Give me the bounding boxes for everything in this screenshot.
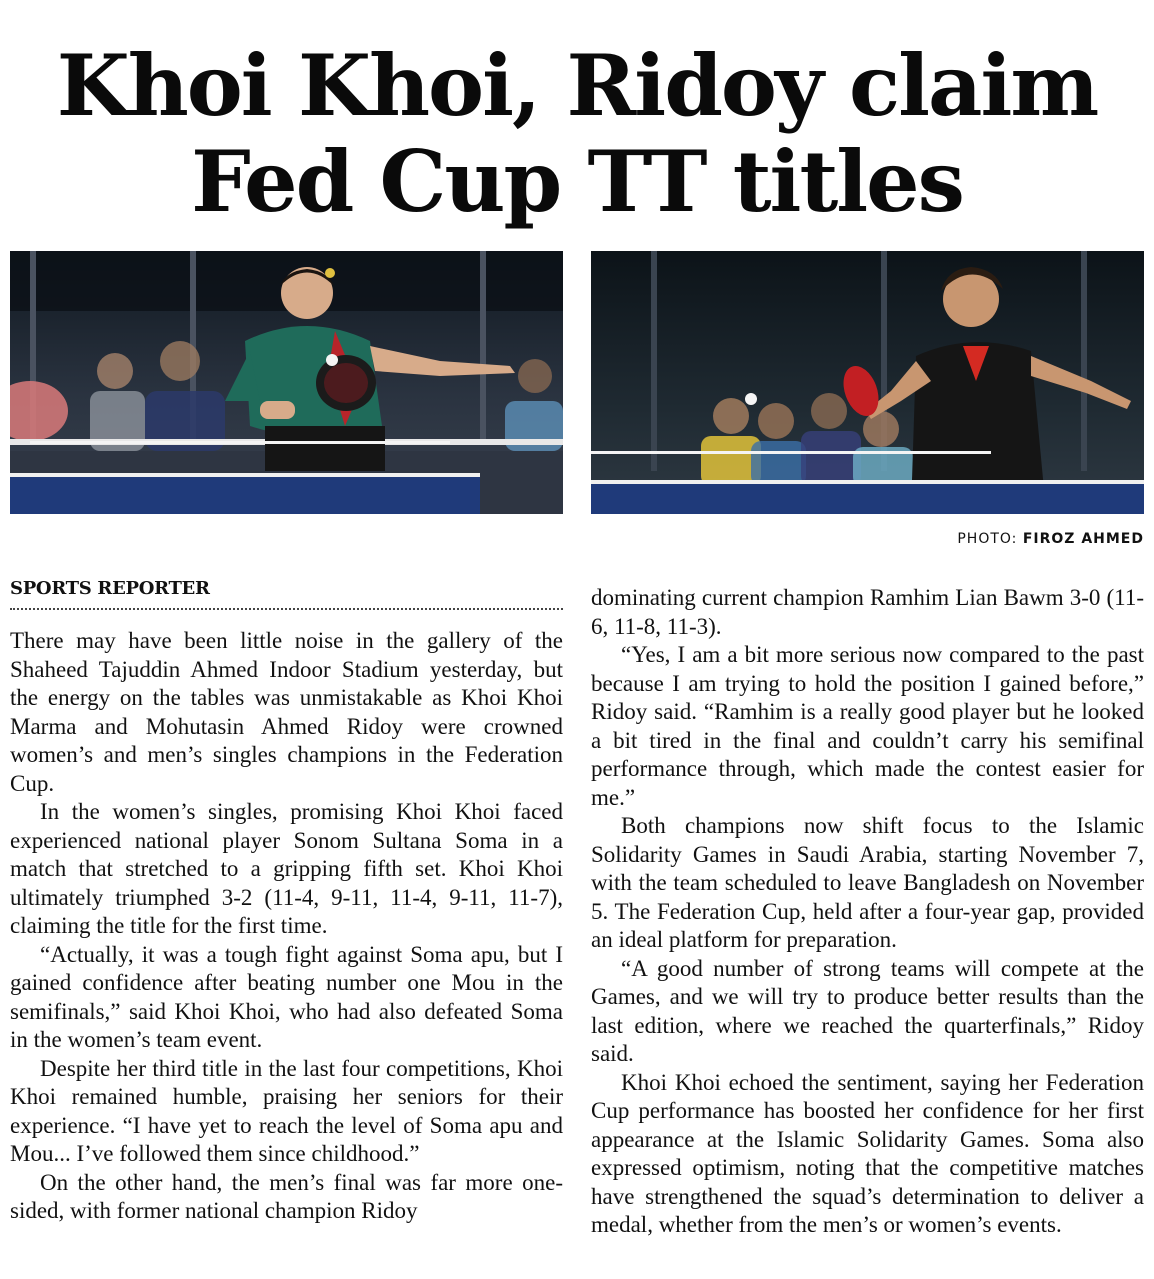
paragraph: “Actually, it was a tough fight against Soma apu, but I gained confidence after beating number one Mou in the semifinals,” said Khoi Khoi, who had also defeated Soma in the women’s team event. — [10, 941, 563, 1052]
photo-female-player — [10, 251, 563, 514]
article-column-right — [591, 584, 1144, 1240]
paragraph: “Yes, I am a bit more serious now compared to the past because I am trying to hold the position I gained before,” Ridoy said. “Ramhim is a really good player but he looked a bit tired in the final and couldn’t carry his semifinal performance through, which made the contest easier for me.” — [591, 642, 1144, 810]
photo-credit-label: PHOTO: — [957, 531, 1018, 547]
paragraph: “A good number of strong teams will compete at the Games, and we will try to produce better results than the last edition, where we reached the quarterfinals,” Ridoy said. — [591, 955, 1144, 1066]
paragraph: On the other hand, the men’s final was far more one-sided, with former national champion Ridoy — [10, 1169, 563, 1223]
headline-line-1: Khoi Khoi, Ridoy claim — [56, 36, 1098, 135]
female-player-illustration — [10, 251, 563, 514]
paragraph: In the women’s singles, promising Khoi Khoi faced experienced national player Sonom Sultana Soma in a match that stretched to a gripping fifth set. Khoi Khoi ultimately triumphed 3-2 (11-4, 9-11, 11-4, 9-11, 11-7), claiming the title for the first time. — [10, 799, 563, 938]
byline: SPORTS REPORTER — [10, 578, 563, 610]
male-player-illustration — [591, 251, 1144, 514]
paragraph: There may have been little noise in the gallery of the Shaheed Tajuddin Ahmed Indoor Stadium yesterday, but the energy on the tables was unmistakable as Khoi Khoi Marma and Mohutasin Ahmed Ridoy were crowned women’s and men’s singles champions in the Federation Cup. — [10, 628, 563, 796]
photo-credit — [957, 531, 1144, 547]
paragraph: Both champions now shift focus to the Islamic Solidarity Games in Saudi Arabia, starting November 7, with the team scheduled to leave Bangladesh on November 5. The Federation Cup, held after a four-year gap, provided an ideal platform for preparation. — [591, 813, 1144, 952]
paragraph: Despite her third title in the last four competitions, Khoi Khoi remained humble, praising her seniors for their experience. “I have yet to reach the level of Soma apu and Mou... I’ve followed them since childhood.” — [10, 1055, 563, 1166]
headline-line-2: Fed Cup TT titles — [191, 132, 963, 231]
photo-credit-name: FIROZ AHMED — [1022, 531, 1144, 547]
article-column-left — [10, 627, 563, 1226]
paragraph: dominating current champion Ramhim Lian Bawm 3-0 (11-6, 11-8, 11-3). — [591, 585, 1144, 639]
paragraph: Khoi Khoi echoed the sentiment, saying her Federation Cup performance has boosted her confidence for her first appearance at the Islamic Solidarity Games. Soma also expressed optimism, noting that the competitive matches have strengthened the squad’s determination to deliver a medal, whether from the men’s or women’s events. — [591, 1069, 1144, 1237]
headline — [0, 38, 1154, 230]
photo-male-player — [591, 251, 1144, 514]
